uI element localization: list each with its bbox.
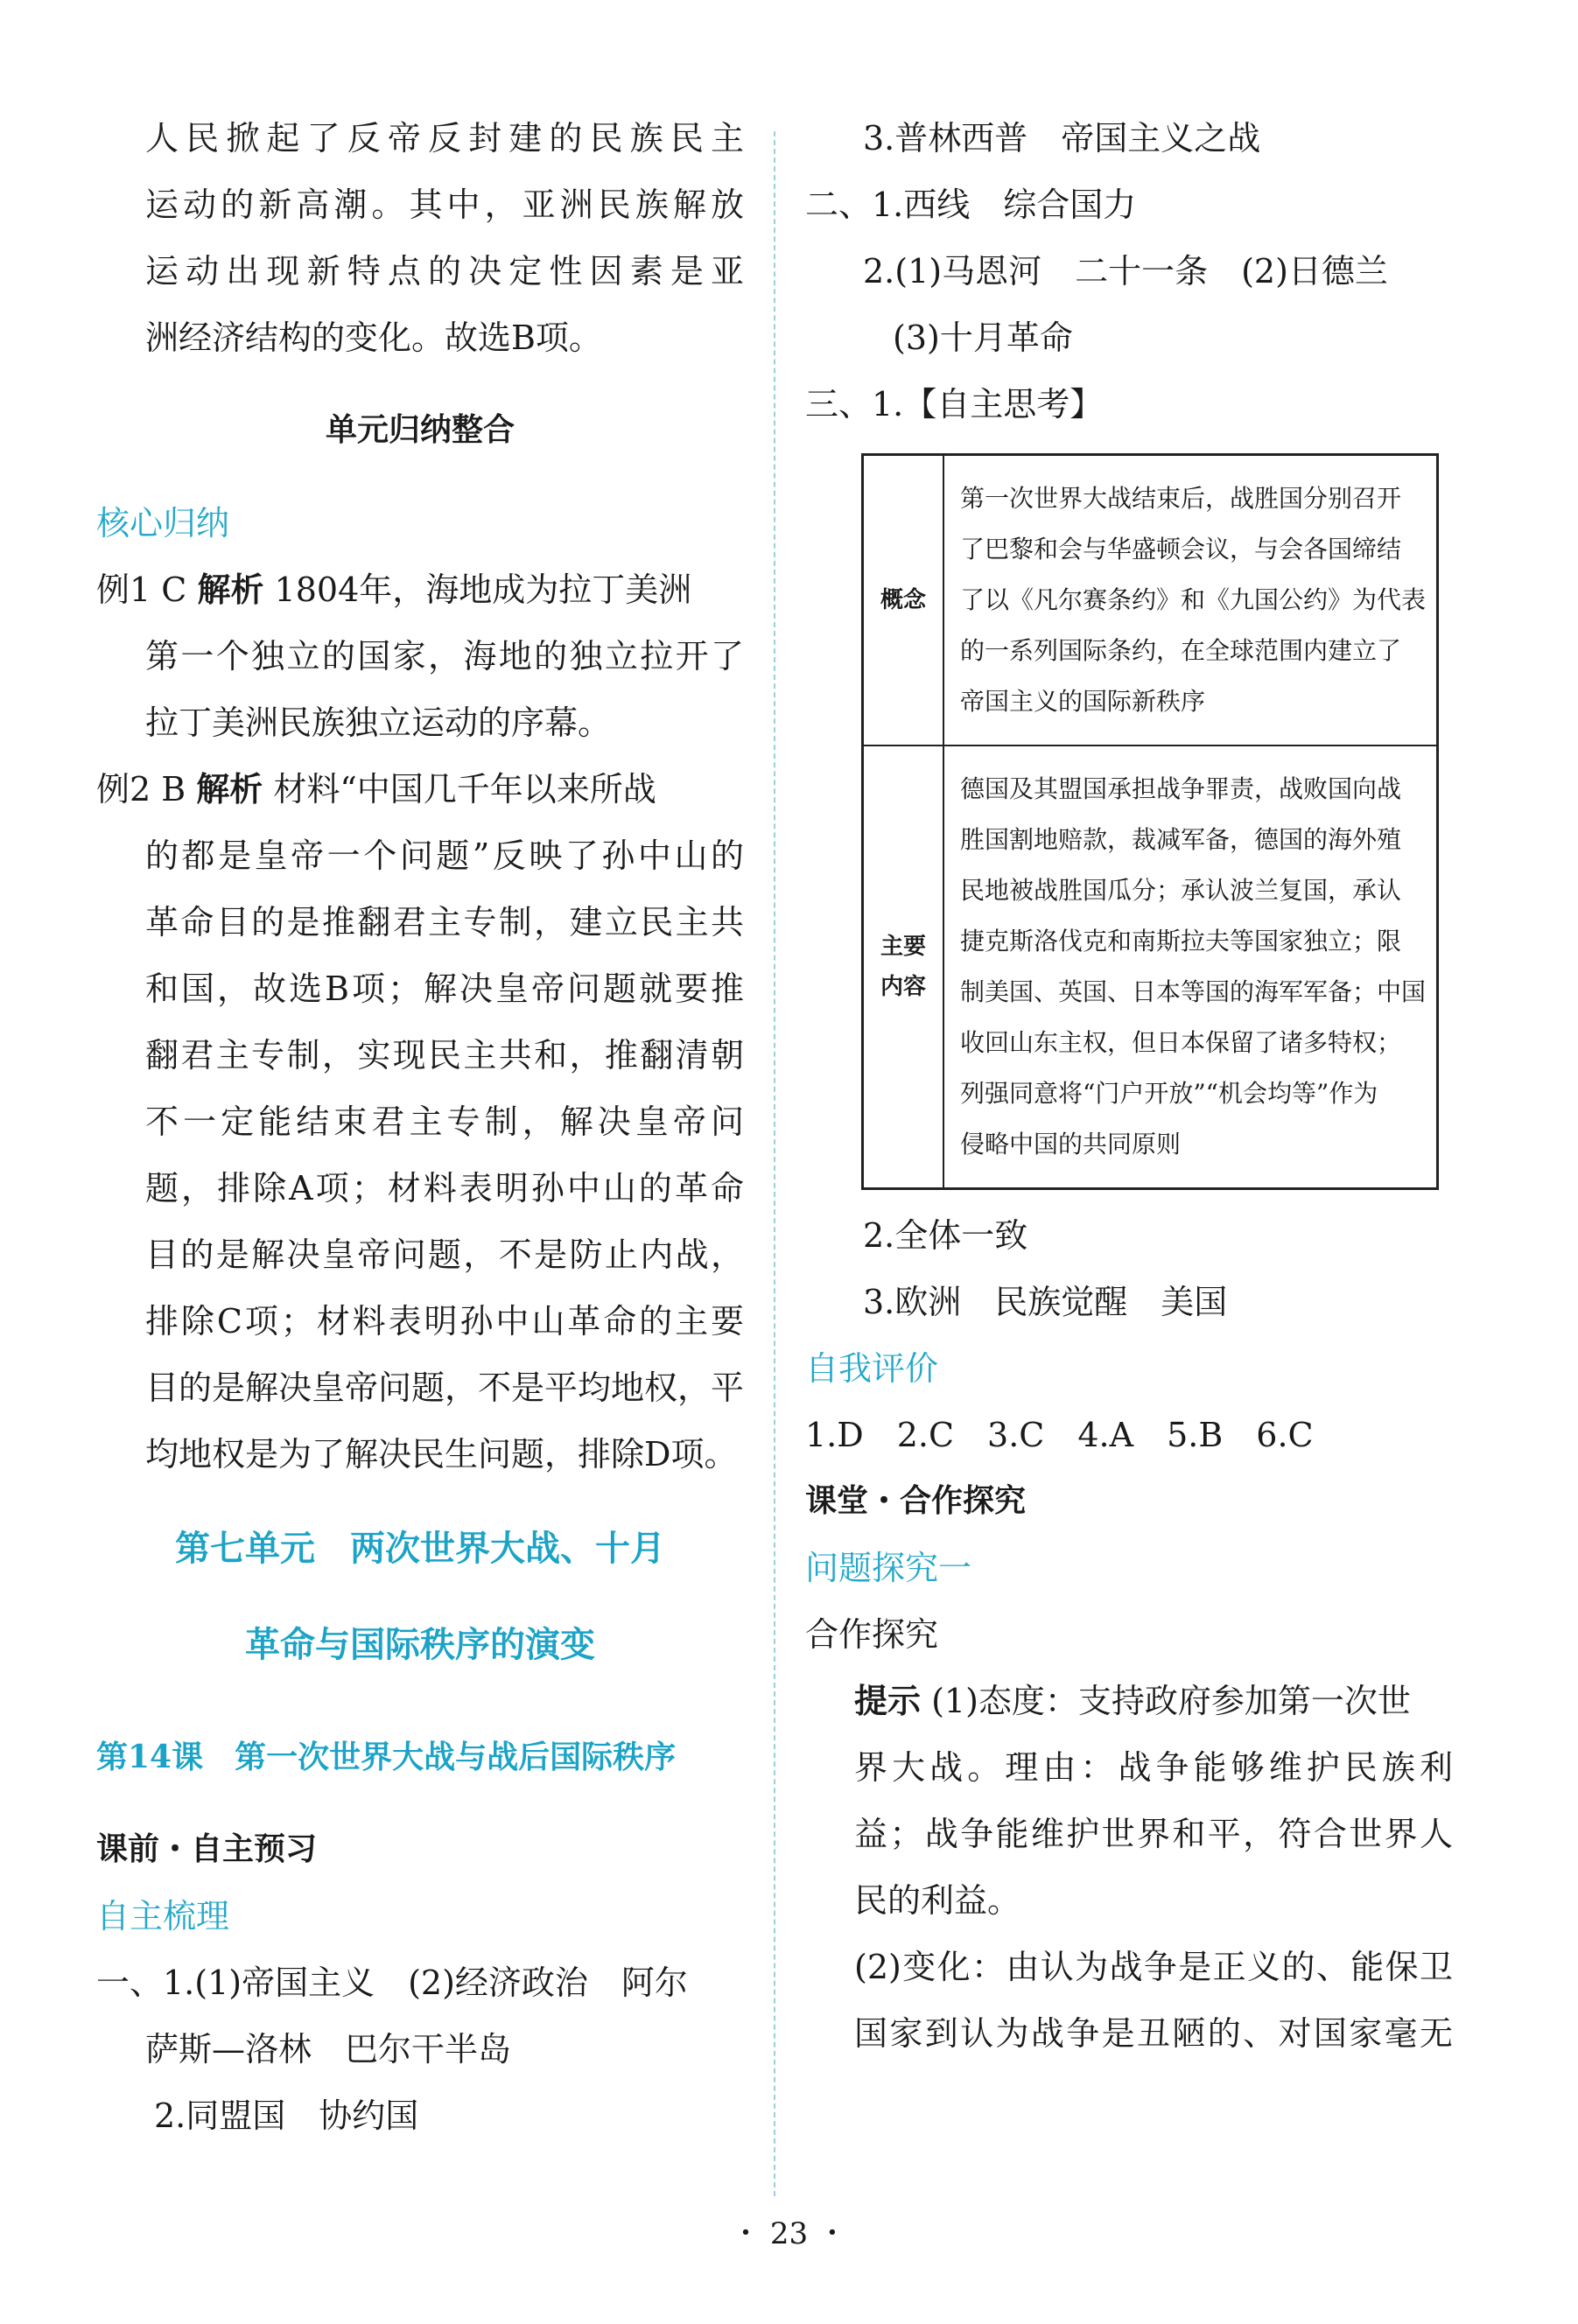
example-line: 不一定能结束君主专制，解决皇帝问 xyxy=(145,1102,744,1141)
table-cell xyxy=(943,746,1438,1189)
unit-title-line-2: 革命与国际秩序的演变 xyxy=(245,1625,595,1665)
cell-line: 的一系列国际条约，在全球范围内建立了 xyxy=(960,636,1402,665)
example-1 xyxy=(96,556,744,623)
self-sort-heading: 自主梳理 xyxy=(96,1897,230,1936)
answer-line: 萨斯—洛林 巴尔干半岛 xyxy=(145,2030,512,2068)
answer-line: 2.(1)马恩河 二十一条 (2)日德兰 xyxy=(863,252,1388,290)
answer-line: 三、1.【自主思考】 xyxy=(805,385,1104,424)
example-line: 目的是解决皇帝问题，不是平均地权，平 xyxy=(145,1368,745,1407)
hint-line: 界大战。理由：战争能够维护民族利 xyxy=(854,1748,1453,1787)
table-row-head xyxy=(863,746,944,1189)
example-line: 题，排除A项；材料表明孙中山的革命 xyxy=(145,1169,744,1208)
class-heading: 课堂・合作探究 xyxy=(805,1483,1027,1519)
intro-line: 洲经济结构的变化。故选B项。 xyxy=(145,318,602,357)
answer-line: 一、1.(1)帝国主义 (2)经济政治 阿尔 xyxy=(96,1964,688,2002)
table-row xyxy=(863,455,1438,746)
hint-text: (1)态度：支持政府参加第一次世 xyxy=(921,1682,1411,1720)
question-heading: 问题探究一 xyxy=(805,1549,972,1587)
summary-table xyxy=(861,453,1439,1190)
table-cell xyxy=(943,455,1438,746)
table-row-head xyxy=(863,455,944,746)
example-line: 革命目的是推翻君主专制，建立民主共 xyxy=(145,903,744,942)
hint-line: 民的利益。 xyxy=(854,1881,1021,1920)
answer-line: 3.欧洲 民族觉醒 美国 xyxy=(863,1283,1228,1321)
cell-line: 收回山东主权，但日本保留了诸多特权； xyxy=(960,1028,1402,1057)
right-column xyxy=(805,105,1453,2067)
answer-line: 2.全体一致 xyxy=(863,1216,1028,1255)
page-number: ・ 23 ・ xyxy=(731,2216,847,2251)
hint-line: 国家到认为战争是丑陋的、对国家毫无 xyxy=(854,2014,1453,2053)
example-label: 例1 C xyxy=(96,570,187,609)
answer-line: 2.同盟国 协约国 xyxy=(154,2096,419,2135)
table-row xyxy=(863,746,1438,1189)
cell-line: 了以《凡尔赛条约》和《九国公约》为代表 xyxy=(960,585,1427,614)
lesson-title: 第14课 第一次世界大战与战后国际秩序 xyxy=(96,1739,677,1775)
answer-line: (3)十月革命 xyxy=(893,318,1073,357)
intro-line: 运动出现新特点的决定性因素是亚 xyxy=(145,252,744,290)
intro-line: 运动的新高潮。其中，亚洲民族解放 xyxy=(145,186,744,224)
example-line: 拉丁美洲民族独立运动的序幕。 xyxy=(145,704,612,742)
example-text: 1804年，海地成为拉丁美洲 xyxy=(263,570,692,609)
main-content-label: 内容 xyxy=(880,974,926,1000)
answer-line: 3.普林西普 帝国主义之战 xyxy=(863,119,1261,158)
example-label: 例2 B xyxy=(96,770,186,808)
answer-line: 二、1.西线 综合国力 xyxy=(805,186,1137,224)
answers-line: 1.D 2.C 3.C 4.A 5.B 6.C xyxy=(805,1416,1314,1454)
column-divider xyxy=(774,131,775,2196)
example-text: 材料“中国几千年以来所战 xyxy=(263,770,656,808)
example-line: 第一个独立的国家，海地的独立拉开了 xyxy=(145,637,744,676)
hint-keyword: 提示 xyxy=(854,1681,922,1720)
cell-line: 捷克斯洛伐克和南斯拉夫等国家独立；限 xyxy=(960,927,1402,956)
example-line: 目的是解决皇帝问题，不是防止内战， xyxy=(145,1236,744,1274)
cell-line: 第一次世界大战结束后，战胜国分别召开 xyxy=(960,484,1402,513)
unit-title-line-1: 第七单元 两次世界大战、十月 xyxy=(175,1529,665,1569)
cell-line: 了巴黎和会与华盛顿会议，与会各国缔结 xyxy=(960,535,1402,564)
hint-line xyxy=(805,1668,1453,1734)
analysis-keyword: 解析 xyxy=(197,570,264,609)
example-line: 和国，故选B项；解决皇帝问题就要推 xyxy=(145,970,744,1008)
concept-label: 概念 xyxy=(880,587,926,613)
intro-line: 人民掀起了反帝反封建的民族民主 xyxy=(145,119,744,158)
cell-line: 帝国主义的国际新秩序 xyxy=(960,687,1206,716)
analysis-keyword: 解析 xyxy=(196,769,263,808)
example-line: 排除C项；材料表明孙中山革命的主要 xyxy=(145,1302,744,1340)
example-line: 的都是皇帝一个问题”反映了孙中山的 xyxy=(145,836,744,875)
pre-study-heading: 课前・自主预习 xyxy=(96,1831,318,1867)
example-2 xyxy=(96,756,744,822)
cell-line: 德国及其盟国承担战争罪责，战败国向战 xyxy=(960,774,1402,803)
cell-line: 列强同意将“门户开放”“机会均等”作为 xyxy=(960,1079,1378,1108)
main-content-label: 主要 xyxy=(880,934,926,960)
self-eval-heading: 自我评价 xyxy=(805,1349,939,1388)
coop-heading: 合作探究 xyxy=(805,1615,939,1654)
example-line: 翻君主专制，实现民主共和，推翻清朝 xyxy=(145,1036,744,1074)
example-line: 均地权是为了解决民生问题，排除D项。 xyxy=(145,1435,738,1474)
cell-line: 侵略中国的共同原则 xyxy=(960,1130,1182,1158)
cell-line: 胜国割地赔款，裁减军备，德国的海外殖 xyxy=(960,825,1402,854)
left-column xyxy=(96,105,744,2149)
section-title: 单元归纳整合 xyxy=(325,412,515,448)
cell-line: 民地被战胜国瓜分；承认波兰复国，承认 xyxy=(960,876,1402,905)
core-heading: 核心归纳 xyxy=(96,504,230,542)
hint-line: (2)变化：由认为战争是正义的、能保卫 xyxy=(854,1948,1453,1986)
cell-line: 制美国、英国、日本等国的海军军备；中国 xyxy=(960,977,1427,1006)
hint-line: 益；战争能维护世界和平，符合世界人 xyxy=(854,1815,1453,1853)
